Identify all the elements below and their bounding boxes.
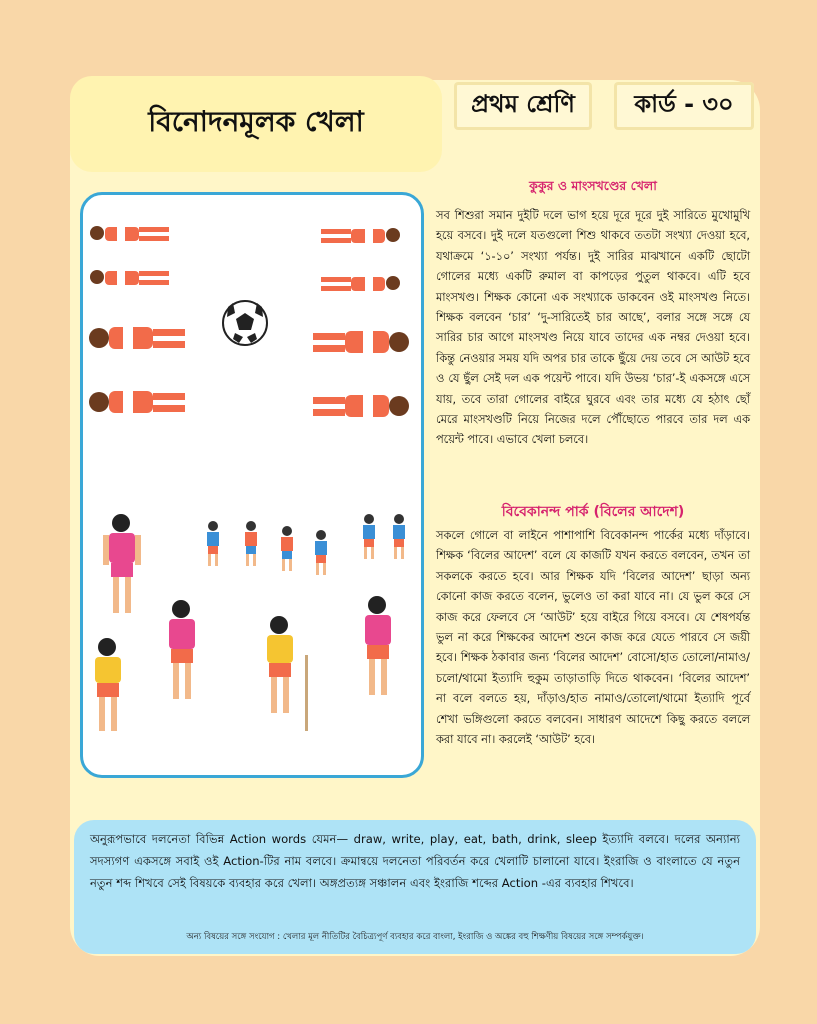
foreground-kids — [95, 514, 391, 731]
bottom-body: অনুরূপভাবে দলনেতা বিভিন্ন Action words যেমন— draw, write, play, eat, bath, drink, sleep ইত্যাদি বলবে। দলের অন্যান্য সদস্যগণ একসঙ্গে সবাই ওই Action-টির নাম বলবে। ক্রমান্বয়ে দলনেতা পরিবর্তন করে খেলাটি চালানো যাবে। ইংরাজি ও বাংলাতে যে নতুন নতুন শব্দ শিখবে সেই বিষয়কে ব্যবহার করে খেলা। অঙ্গপ্রত্যঙ্গ সঞ্চালন এবং ইংরাজি শব্দের Action -এর ব্যবহার শিখবে। — [90, 832, 740, 890]
title-box — [70, 76, 442, 172]
sitting-kid-icon — [313, 329, 409, 355]
footnote: অন্য বিষয়ের সঙ্গে সংযোগ : খেলার মূল নীতিটির বৈচিত্র্যপূর্ণ ব্যবহার করে বাংলা, ইংরাজি ও অঙ্কের বহু শিক্ষণীয় বিষয়ের সঙ্গে সম্পর্কযুক্ত। — [186, 932, 644, 942]
class-label: প্রথম শ্রেণি — [454, 82, 592, 130]
sitting-kid-icon — [313, 393, 409, 419]
card-number: কার্ড - ৩০ — [614, 82, 754, 130]
page-title: বিনোদনমূলক খেলা — [148, 105, 364, 138]
kids-playing-illustration — [83, 195, 421, 775]
sitting-kid-icon — [90, 269, 169, 287]
sitting-kid-icon — [321, 275, 400, 293]
section1-body: সব শিশুরা সমান দুইটি দলে ভাগ হয়ে দূরে দূরে দুই সারিতে মুখোমুখি হয়ে বসবে। দুই দলে যতগুলো শিশু থাকবে ততটা সংখ্যা দেওয়া হবে, যথাক্রমে ‘১-১০’ সংখ্যা পর্যন্ত। দুই সারির মাঝখানে একটি ছোটো গোলের মধ্যে একটি রুমাল বা কাপড়ের পুতুল থাকবে। এটি হবে মাংসখণ্ড। শিক্ষক কোনো এক সংখ্যাকে ডাকবেন ওই মাংসখণ্ড নিতে। শিক্ষক বলবেন ‘চার’ ‘দু-সারিতেই চার আছে’, বলার সঙ্গে সঙ্গে যে সারির চার আগে মাংসখণ্ড নিয়ে যাবে তাদের এক নম্বর দেওয়া হবে। কিন্তু নেওয়ার সময় যদি অপর চার তাকে ছুঁয়ে দেয় তবে সে আউট হবে ও যে ছুঁল সেই দল এক পয়েন্ট পাবে। যদি উভয় ‘চার’-ই একসঙ্গে এসে যায়, তবে তারা গোলের বাইরে ঘুরবে এবং তার মধ্যে যে হঠাৎ ছোঁ মেরে মাংসখণ্ডটি নিয়ে নিজের দলে পৌঁছোতে পারবে তার দল এক পয়েন্ট পাবে। এভাবে খেলা চলবে। — [436, 209, 750, 447]
section1-heading: কুকুর ও মাংসখণ্ডের খেলা — [529, 178, 657, 193]
section2-heading: বিবেকানন্দ পার্ক (বিলের আদেশ) — [501, 504, 685, 520]
football-icon — [223, 301, 267, 345]
right-row-kids — [313, 227, 409, 419]
sitting-kid-icon — [90, 225, 169, 243]
sitting-kid-icon — [89, 389, 185, 415]
left-row-kids — [89, 225, 185, 415]
sitting-kid-icon — [321, 227, 400, 245]
section2-body: সকলে গোলে বা লাইনে পাশাপাশি বিবেকানন্দ পার্কের মধ্যে দাঁড়াবে। শিক্ষক ‘বিলের আদেশ’ বলে যে কাজটি যখন করতে বলবেন, তখন তা সকলকে করতে হবে। আর শিক্ষক যদি ‘বিলের আদেশ’ ছাড়া অন্য কোনো কাজ করতে বলেন, ভুলেও তা করা যাবে না। যে ভুল করে সে কাজ করে ফেলবে সে ‘আউট’ হয়ে বাইরে গিয়ে বসবে। যে শেষপর্যন্ত ভুল না করে শিক্ষকের আদেশ শুনে কাজ করে যেতে পারবে সে জয়ী হবে। শিক্ষক ঠকাবার জন্য ‘বিলের আদেশ’ বোসো/হাত তোলো/নামাও/চলো/থামো ইত্যাদি হুকুম তাড়াতাড়ি দিতে থাকবেন। ‘বিলের আদেশ’ না বলে বলতে হয়, দাঁড়াও/হাত নামাও/তোলো/থামো ইত্যাদি পূর্বে শেখা ভঙ্গিগুলো করতে বলবেন। সাধারণ আদেশে কিছু করতে বললে করা যাবে না। করলেই ‘আউট’ হবে। — [436, 529, 750, 747]
background-kids — [207, 514, 405, 575]
sitting-kid-icon — [89, 325, 185, 351]
illustration-panel — [80, 192, 424, 778]
